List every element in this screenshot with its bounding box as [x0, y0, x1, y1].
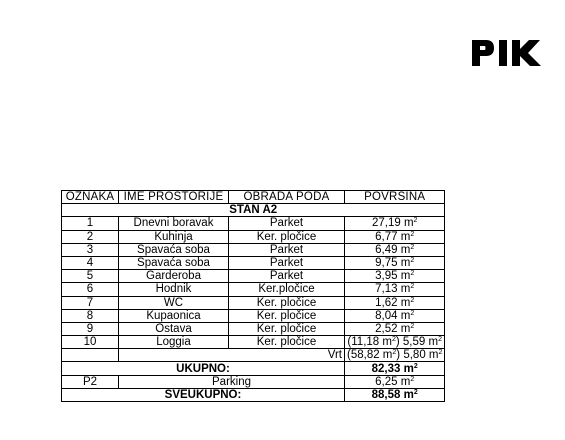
row-floor: Ker. pločice — [229, 230, 345, 243]
row-area: 7,13 $m^2$ — [345, 283, 445, 296]
table-row — [62, 256, 445, 269]
table-row — [62, 230, 445, 243]
garden-row — [62, 349, 445, 362]
table-row — [62, 309, 445, 322]
row-name: Loggia — [119, 336, 229, 349]
row-name: Kupaonica — [119, 309, 229, 322]
section-title: STAN A2 — [62, 204, 445, 217]
row-id: 4 — [62, 256, 119, 269]
loggia-row — [62, 336, 445, 349]
table-row — [62, 217, 445, 230]
header-obrada-poda: OBRADA PODA — [229, 191, 345, 204]
grand-total-row — [62, 388, 445, 401]
row-name: Spavaća soba — [119, 256, 229, 269]
header-ime-prostorije: IME PROSTORIJE — [119, 191, 229, 204]
table-row — [62, 322, 445, 335]
row-name: WC — [119, 296, 229, 309]
row-floor: Ker.pločice — [229, 283, 345, 296]
row-area: 2,52 $m^2$ — [345, 322, 445, 335]
row-area: 1,62 $m^2$ — [345, 296, 445, 309]
row-floor: Parket — [229, 243, 345, 256]
row-area: 6,49 $m^2$ — [345, 243, 445, 256]
row-area: (11,18 $m^2$) 5,59 $m^2$ — [345, 336, 445, 349]
parking-row — [62, 375, 445, 388]
row-floor: Ker. pločice — [229, 309, 345, 322]
garden-name: Vrt — [119, 349, 345, 362]
total-label: UKUPNO: — [62, 362, 345, 375]
row-id: 5 — [62, 270, 119, 283]
row-name: Hodnik — [119, 283, 229, 296]
total-area: 82,33 $m^2$ — [345, 362, 445, 375]
area-table — [61, 190, 445, 402]
row-name: Spavaća soba — [119, 243, 229, 256]
row-id: 3 — [62, 243, 119, 256]
pik-logo-mark — [472, 40, 552, 66]
row-name: Dnevni boravak — [119, 217, 229, 230]
row-id: 8 — [62, 309, 119, 322]
total-row — [62, 362, 445, 375]
table-row — [62, 283, 445, 296]
row-area: 9,75 $m^2$ — [345, 256, 445, 269]
row-floor: Ker. pločice — [229, 336, 345, 349]
table-row — [62, 296, 445, 309]
row-floor: Parket — [229, 270, 345, 283]
row-floor: Parket — [229, 256, 345, 269]
row-id: 10 — [62, 336, 119, 349]
row-id: 9 — [62, 322, 119, 335]
row-id: 2 — [62, 230, 119, 243]
row-id: 1 — [62, 217, 119, 230]
grand-total-label: SVEUKUPNO: — [62, 388, 345, 401]
parking-name: Parking — [119, 375, 345, 388]
row-area: 27,19 $m^2$ — [345, 217, 445, 230]
header-povrsina: POVRŠINA — [345, 191, 445, 204]
row-name: Garderoba — [119, 270, 229, 283]
row-id: 6 — [62, 283, 119, 296]
table-header-row — [62, 191, 445, 204]
header-oznaka: OZNAKA — [62, 191, 119, 204]
parking-id: P2 — [62, 375, 119, 388]
row-id: 7 — [62, 296, 119, 309]
section-title-row — [62, 204, 445, 217]
table-row — [62, 270, 445, 283]
garden-empty-cell — [62, 349, 119, 362]
row-area: 3,95 $m^2$ — [345, 270, 445, 283]
row-floor: Ker. pločice — [229, 296, 345, 309]
table-row — [62, 243, 445, 256]
row-area: 6,77 $m^2$ — [345, 230, 445, 243]
grand-total-area: 88,58 $m^2$ — [345, 388, 445, 401]
row-floor: Parket — [229, 217, 345, 230]
row-name: Ostava — [119, 322, 229, 335]
row-floor: Ker. pločice — [229, 322, 345, 335]
row-name: Kuhinja — [119, 230, 229, 243]
row-area: 8,04 $m^2$ — [345, 309, 445, 322]
garden-area: (58,82 $m^2$) 5,80 $m^2$ — [345, 349, 445, 362]
pik-logo — [472, 40, 552, 66]
parking-area: 6,25 $m^2$ — [345, 375, 445, 388]
